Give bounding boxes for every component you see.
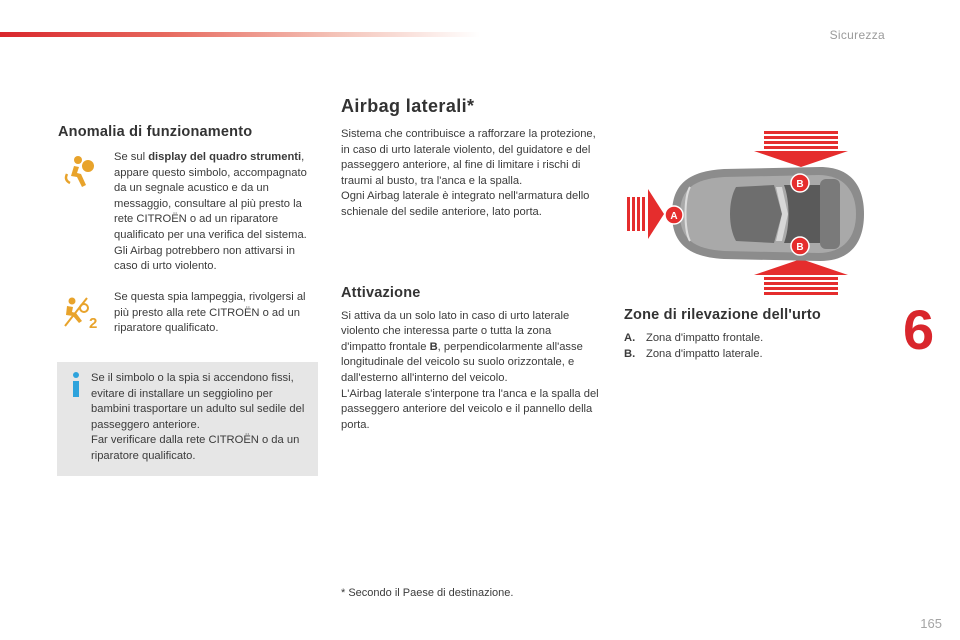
side-airbag-title: Airbag laterali*: [341, 96, 475, 116]
impact-arrow-top: [754, 131, 848, 167]
warning-text-airbag: Se sul display del quadro strumenti, appare questo simbolo, accompagnato da un segnale acustico e da un messaggio, consultare al più presto la rete CITROËN o ad un riparatore qualificato per una verifica del sistema. Gli Airbag potrebbero non attivarsi in caso di urto violento.: [114, 151, 307, 273]
footnote: * Secondo il Paese di destinazione.: [341, 587, 514, 599]
svg-text:B: B: [796, 242, 804, 253]
section-label: Sicurezza: [829, 28, 885, 42]
impact-arrow-front: [627, 189, 664, 239]
detection-zones-title: Zone di rilevazione dell'urto: [624, 307, 821, 323]
info-text: Se il simbolo o la spia si accendono fissi, evitare di installare un seggiolino per bambini trasportare un adulto sul sedile del passeggero anteriore. Far verificare dalla rete CITROËN o da un riparatore qualificato.: [91, 372, 305, 462]
impact-zone-diagram: [624, 127, 886, 299]
malfunction-section: [58, 124, 320, 335]
impact-arrow-bottom: [754, 259, 848, 295]
detection-zones-section: [624, 307, 884, 362]
badge-b-top: [791, 174, 809, 192]
car-top-view: [672, 167, 864, 261]
passenger-airbag-off-2-icon: [64, 296, 104, 330]
badge-b-bottom: [791, 237, 809, 255]
svg-text:2: 2: [89, 315, 98, 330]
badge-a: [665, 206, 683, 224]
malfunction-title: Anomalia di funzionamento: [58, 124, 253, 140]
svg-text:B: B: [796, 179, 804, 190]
side-airbag-intro: Sistema che contribuisce a rafforzare la protezione, in caso di urto laterale violento, del guidatore e del passeggero anteriore, al fine di limitare i rischi di traumi al busto, tra l'anca e la spalla. Ogni Airbag laterale è integrato nell'armatura dello schienale del sedile anteriore, lato porta.: [341, 128, 596, 218]
header-accent-bar: [0, 32, 480, 37]
list-item: B. Zona d'impatto laterale.: [624, 347, 763, 360]
chapter-number: 6: [903, 298, 935, 361]
warning-text-passenger: Se questa spia lampeggia, rivolgersi al più presto alla rete CITROËN o ad un riparatore qualificato.: [114, 291, 306, 335]
side-airbag-section: [341, 96, 599, 433]
info-icon: [69, 371, 83, 399]
warning-block-airbag: [58, 150, 320, 275]
warning-block-passenger: [58, 290, 320, 337]
detection-zones-list: [624, 331, 884, 362]
activation-title: Attivazione: [341, 284, 421, 301]
svg-text:A: A: [670, 211, 678, 222]
page-number: 165: [920, 616, 942, 631]
airbag-seated-person-icon: [62, 154, 96, 188]
info-box: [57, 362, 318, 476]
list-item: A. Zona d'impatto frontale.: [624, 332, 764, 344]
activation-text: Si attiva da un solo lato in caso di urto laterale violento che interessa parte o tutta la zona d'impatto frontale B, perpendicolarmente all'asse longitudinale del veicolo su suolo orizzontale, e dall'esterno all'interno del veicolo. L'Airbag laterale s'interpone tra l'anca e la spalla del passeggero anteriore del veicolo e il pannello della porta.: [341, 309, 599, 431]
